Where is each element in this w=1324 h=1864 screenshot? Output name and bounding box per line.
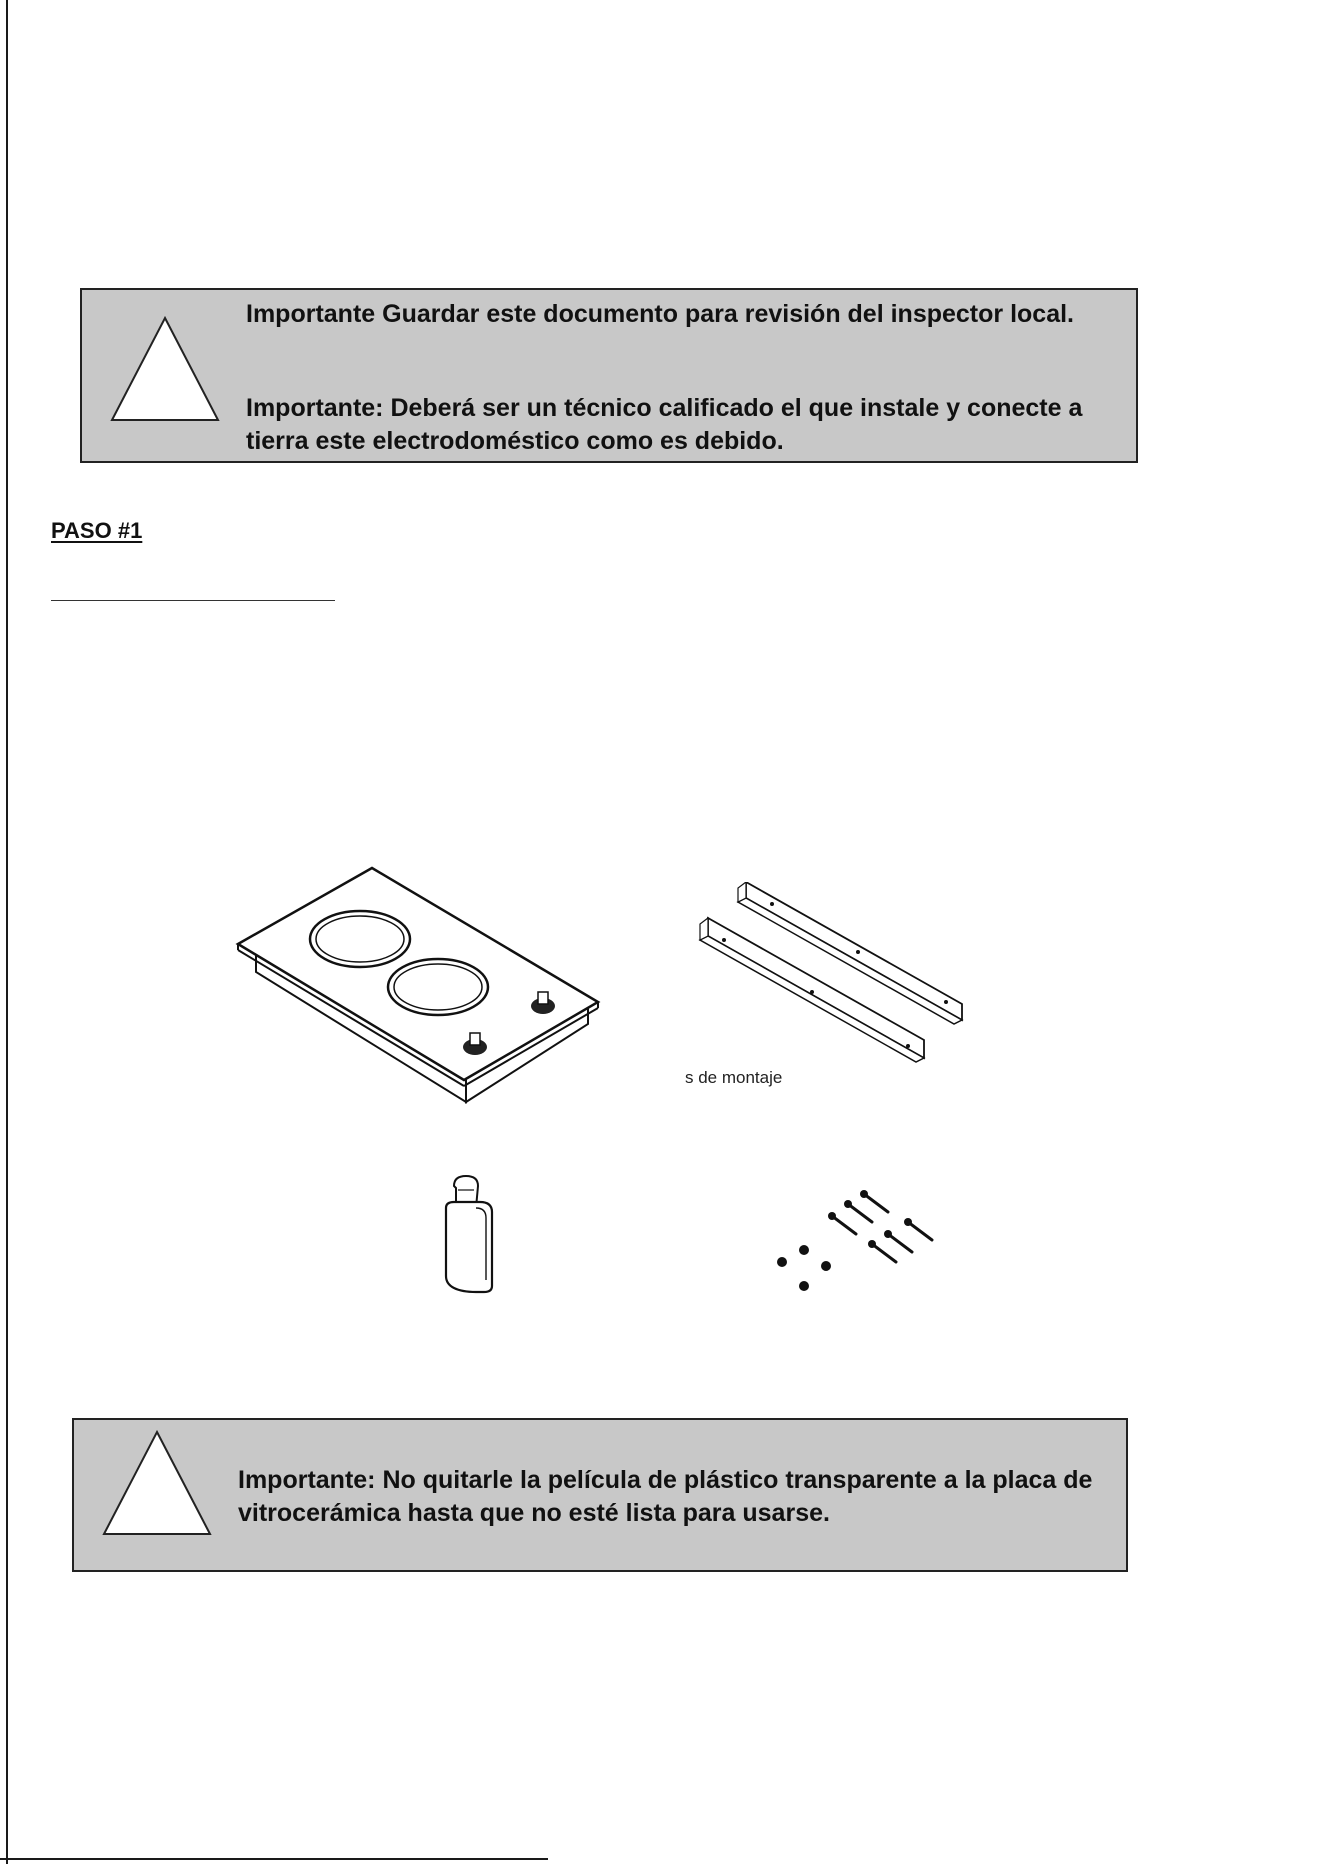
notice-qualified-technician-text: Importante: Deberá ser un técnico calificado el que instale y conecte a tierra este electrodoméstico como es debido. xyxy=(246,394,1083,455)
important-notice-top xyxy=(80,288,1138,463)
mounting-brackets-icon xyxy=(690,882,980,1092)
footer-rule xyxy=(0,1858,548,1860)
warning-triangle-icon xyxy=(108,314,222,424)
step-divider xyxy=(51,600,335,601)
notice-plastic-film-text: Importante: No quitarle la película de plástico transparente a la placa de vitrocerámica hasta que no esté lista para usarse. xyxy=(238,1466,1093,1527)
brackets-caption: s de montaje xyxy=(685,1068,783,1087)
important-notice-bottom xyxy=(72,1418,1128,1572)
step-heading: PASO #1 xyxy=(51,518,143,543)
cleaner-bottle-icon xyxy=(410,1168,520,1298)
notice-save-document-text: Importante Guardar este documento para revisión del inspector local. xyxy=(246,300,1074,328)
cooktop-icon xyxy=(232,866,602,1106)
left-margin-rule xyxy=(6,0,8,1864)
screws-icon xyxy=(712,1162,952,1302)
warning-triangle-icon xyxy=(100,1428,214,1538)
